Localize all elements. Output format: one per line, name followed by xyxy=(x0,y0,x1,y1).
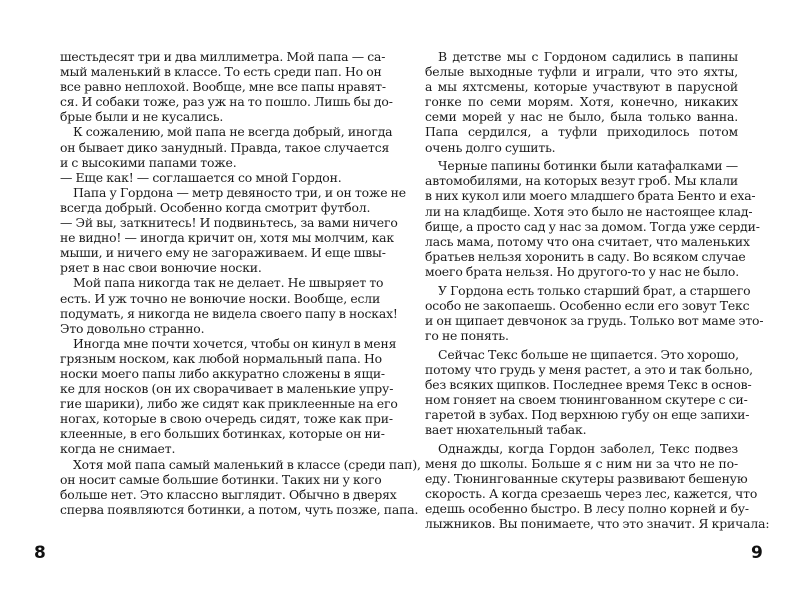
text-line: мый маленький в классе. То есть среди пап. Но он xyxy=(60,64,382,80)
text-line: не видно! — иногда кричит он, хотя мы молчим, как xyxy=(60,230,395,246)
paragraph xyxy=(425,282,764,343)
text-line: У Гордона есть только старший брат, а старшего xyxy=(438,282,751,298)
paragraph xyxy=(60,170,380,185)
text-line: он бывает дико занудный. Правда, такое случается xyxy=(60,139,390,155)
text-line: и он щипает девчонок за грудь. Только вот маме это- xyxy=(425,312,764,328)
text-line: В детстве мы с Гордоном садились в папины xyxy=(438,49,738,64)
text-line: меня до школы. Больше я с ним ни за что не по- xyxy=(425,455,738,471)
paragraph xyxy=(60,275,398,336)
text-line: — Еще как! — соглашается со мной Гордон. xyxy=(60,169,342,185)
text-line: клеенные, в его больших ботинках, которые он ни- xyxy=(60,426,385,442)
text-line: очень долго сушить. xyxy=(425,139,556,155)
text-line: ряет в нас свои вонючие носки. xyxy=(60,260,262,276)
text-line: — Эй вы, заткнитесь! И подвиньтесь, за вами ничего xyxy=(60,215,398,231)
text-line: все равно неплохой. Вообще, мне все папы нравят- xyxy=(60,79,386,95)
text-line: К сожалению, мой папа не всегда добрый, иногда xyxy=(73,124,393,140)
paragraph xyxy=(425,49,738,155)
paragraph xyxy=(425,440,770,532)
text-line: Хотя мой папа самый маленький в классе (среди пап), xyxy=(73,456,421,472)
text-line: лыжников. Вы понимаете, что это значит. Я кричала: xyxy=(425,516,770,532)
paragraph xyxy=(60,456,421,517)
paragraph xyxy=(60,49,393,125)
text-line: шестьдесят три и два миллиметра. Мой папа — са- xyxy=(60,49,386,64)
text-line: ся. И собаки тоже, раз уж на то пошло. Лишь бы до- xyxy=(60,94,393,110)
text-line: моего брата нельзя. Но другого-то у нас не было. xyxy=(425,263,740,279)
paragraph xyxy=(425,346,753,438)
text-line: когда не снимает. xyxy=(60,441,176,457)
page-number-right: 9 xyxy=(751,543,763,563)
text-line: носки моего папы либо аккуратно сложены в ящи- xyxy=(60,365,385,381)
text-line: ном гоняет на своем тюнингованном скутере с си- xyxy=(425,391,748,407)
paragraph xyxy=(60,335,398,457)
text-line: гаретой в зубах. Под верхнюю губу он еще запихи- xyxy=(425,406,750,422)
text-line: Сейчас Текс больше не щипается. Это хорошо, xyxy=(438,346,739,362)
text-line: брые были и не кусались. xyxy=(60,109,224,125)
text-line: ногах, которые в свою очередь сидят, тоже как при- xyxy=(60,411,393,427)
text-line: ке для носков (он их сворачивает в маленькие упру- xyxy=(60,381,394,397)
text-line: Папа у Гордона — метр девяносто три, и он тоже не xyxy=(73,184,406,200)
text-line: грязным носком, как любой нормальный папа. Но xyxy=(60,350,382,366)
text-line: белые выходные туфли и играли, что это яхты, xyxy=(425,64,738,80)
text-line: потому что грудь у меня растет, а это и так больно, xyxy=(425,361,753,377)
text-line: вает нюхательный табак. xyxy=(425,422,587,438)
text-line: гонке по семи морям. Хотя, конечно, никаких xyxy=(425,94,738,110)
text-line: автомобилями, на которых везут гроб. Мы клали xyxy=(425,173,739,189)
right-page-text xyxy=(425,49,770,535)
text-line: подумать, я никогда не видела своего папу в носках! xyxy=(60,305,398,321)
text-line: едешь особенно быстро. В лесу полно корней и бу- xyxy=(425,501,749,517)
text-line: сперва появляются ботинки, а потом, чуть позже, папа. xyxy=(60,501,419,517)
text-line: Папа сердился, а туфли приходилось потом xyxy=(425,124,738,140)
text-line: скорость. А когда срезаешь через лес, кажется, что xyxy=(425,486,758,501)
text-line: Однажды, когда Гордон заболел, Текс подвез xyxy=(438,440,738,456)
page-number-left: 8 xyxy=(34,543,46,563)
text-line: мыши, и ничего ему не загораживаем. И еще швы- xyxy=(60,245,386,261)
text-line: Иногда мне почти хочется, чтобы он кинул в меня xyxy=(73,335,397,351)
text-line: ли на кладбище. Хотя это было не настоящее клад- xyxy=(425,203,753,219)
text-line: особо не закопаешь. Особенно если его зовут Текс xyxy=(425,297,750,313)
text-line: гие шарики), либо же сидят как приклеенные на его xyxy=(60,396,398,412)
text-line: а мы яхтсмены, которые участвуют в парусной xyxy=(425,79,738,95)
text-line: Это довольно странно. xyxy=(60,320,205,336)
paragraph xyxy=(60,215,398,276)
text-line: он носит самые большие ботинки. Таких ни у кого xyxy=(60,471,382,487)
paragraph xyxy=(60,124,393,170)
text-line: и с высокими папами тоже. xyxy=(60,154,237,170)
text-line: еду. Тюнингованные скутеры развивают бешеную xyxy=(425,470,748,486)
text-line: семи морей у нас не было, была только ванна. xyxy=(425,109,738,125)
text-line: лась мама, потому что она считает, что маленьких xyxy=(425,233,750,249)
text-line: го не понять. xyxy=(425,327,509,343)
text-line: есть. И уж точно не вонючие носки. Вообще, если xyxy=(60,290,381,306)
text-line: Мой папа никогда так не делает. Не швыряет то xyxy=(73,275,384,291)
text-line: братьев нельзя хоронить в саду. Во всяком случае xyxy=(425,248,746,264)
text-line: в них кукол или моего младшего брата Бенто и еха- xyxy=(425,188,756,204)
left-page-text xyxy=(60,49,421,517)
text-line: без всяких щипков. Последнее время Текс в основ- xyxy=(425,376,752,392)
paragraph xyxy=(60,184,406,215)
text-line: больше нет. Это классно выглядит. Обычно в дверях xyxy=(60,486,397,502)
text-line: всегда добрый. Особенно когда смотрит футбол. xyxy=(60,199,371,215)
text-line: бище, а просто сад у нас за домом. Тогда уже серди- xyxy=(425,218,760,234)
text-line: Черные папины ботинки были катафалками — xyxy=(438,158,738,174)
paragraph xyxy=(425,158,760,279)
